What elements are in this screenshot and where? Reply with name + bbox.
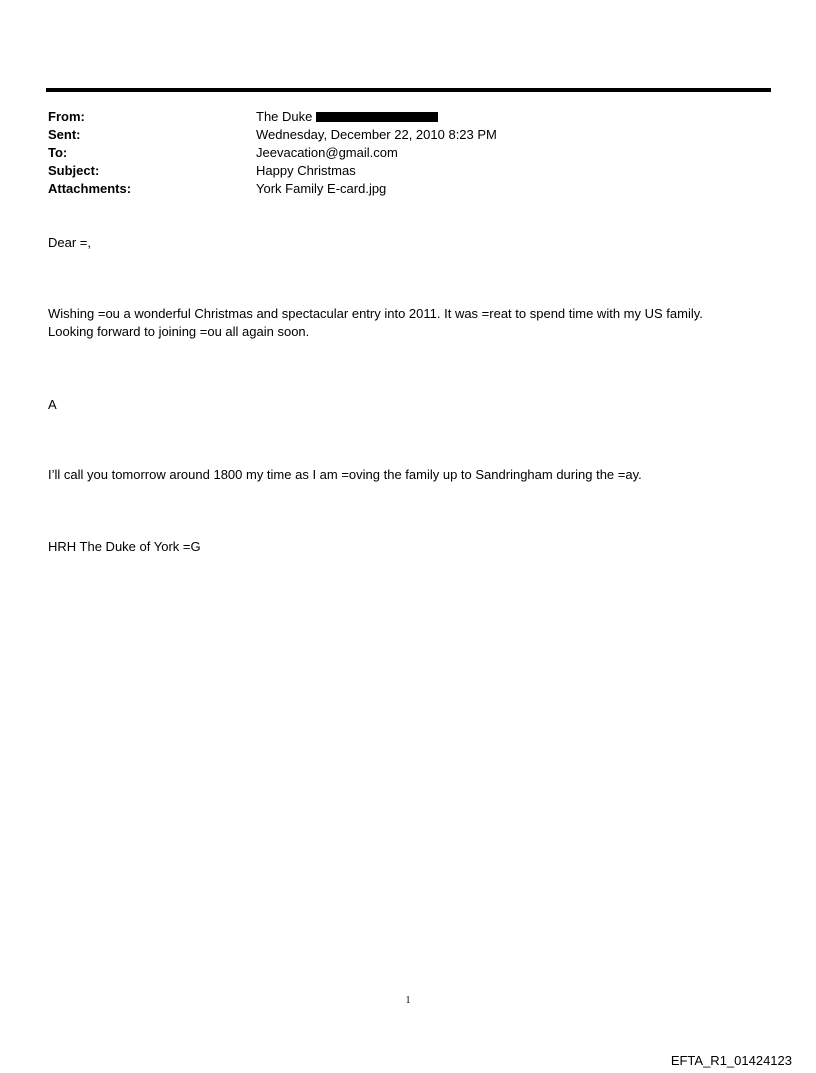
sent-value: Wednesday, December 22, 2010 8:23 PM bbox=[256, 127, 497, 142]
attachments-label: Attachments: bbox=[48, 181, 132, 196]
email-headers bbox=[48, 108, 748, 198]
header-subject bbox=[48, 162, 748, 180]
body-paragraph-1-line-1: Wishing =ou a wonderful Christmas and spectacular entry into 2011. It was =reat to spend time with my US family. bbox=[48, 306, 703, 321]
attachments-value: York Family E-card.jpg bbox=[256, 181, 387, 196]
sent-label: Sent: bbox=[48, 127, 81, 142]
header-from bbox=[48, 108, 748, 126]
from-name: The Duke bbox=[256, 109, 313, 124]
header-sent bbox=[48, 126, 748, 144]
from-label: From: bbox=[48, 109, 85, 124]
redaction-block bbox=[316, 112, 438, 122]
signature: HRH The Duke of York =G bbox=[48, 539, 201, 554]
from-value bbox=[256, 108, 438, 126]
to-label: To: bbox=[48, 145, 68, 160]
header-to bbox=[48, 144, 748, 162]
body-paragraph-1-line-2: Looking forward to joining =ou all again soon. bbox=[48, 324, 310, 339]
header-attachments bbox=[48, 180, 748, 198]
greeting: Dear =, bbox=[48, 235, 91, 250]
page-number: 1 bbox=[405, 995, 411, 1006]
to-value: Jeevacation@gmail.com bbox=[256, 145, 398, 160]
body-paragraph-2: A bbox=[48, 397, 57, 412]
header-divider bbox=[46, 88, 771, 92]
bates-number: EFTA_R1_01424123 bbox=[670, 1053, 792, 1068]
subject-value: Happy Christmas bbox=[256, 163, 356, 178]
subject-label: Subject: bbox=[48, 163, 100, 178]
body-paragraph-3: I’ll call you tomorrow around 1800 my time as I am =oving the family up to Sandringham during the =ay. bbox=[48, 467, 642, 482]
